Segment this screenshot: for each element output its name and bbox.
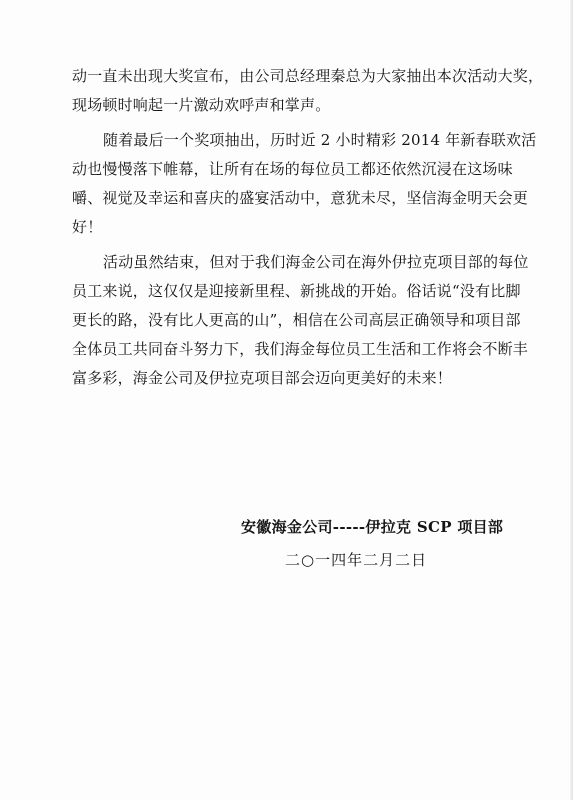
paragraph [72, 248, 529, 393]
text-line: 动也慢慢落下帷幕，让所有在场的每位员工都还依然沉浸在这场味 [72, 160, 513, 178]
text-line: 活动虽然结束，但对于我们海金公司在海外伊拉克项目部的每位 [103, 253, 529, 271]
text-line: 员工来说，这仅仅是迎接新里程、新挑战的开始。俗话说“没有比脚 [72, 282, 521, 300]
body-text [72, 62, 544, 393]
paragraph [72, 126, 537, 242]
signature-date: 二○一四年二月二日 [285, 551, 428, 569]
text-line: 嚼、视觉及幸运和喜庆的盛宴活动中，意犹未尽，坚信海金明天会更 [72, 189, 529, 207]
text-line: 现场顿时响起一片激动欢呼声和掌声。 [72, 96, 331, 114]
text-line: 全体员工共同奋斗努力下，我们海金每位员工生活和工作将会不断丰 [72, 340, 529, 358]
text-line: 更长的路，没有比人更高的山”，相信在公司高层正确领导和项目部 [72, 311, 521, 329]
text-line: 动一直未出现大奖宣布，由公司总经理秦总为大家抽出本次活动大奖， [72, 67, 544, 85]
text-line: 富多彩，海金公司及伊拉克项目部会迈向更美好的未来！ [72, 369, 453, 387]
signature-company: 安徽海金公司-----伊拉克 SCP 项目部 [241, 518, 504, 536]
text-line: 好！ [72, 218, 103, 236]
text-line: 随着最后一个奖项抽出，历时近 2 小时精彩 2014 年新春联欢活 [103, 131, 537, 149]
paragraph [72, 62, 544, 120]
